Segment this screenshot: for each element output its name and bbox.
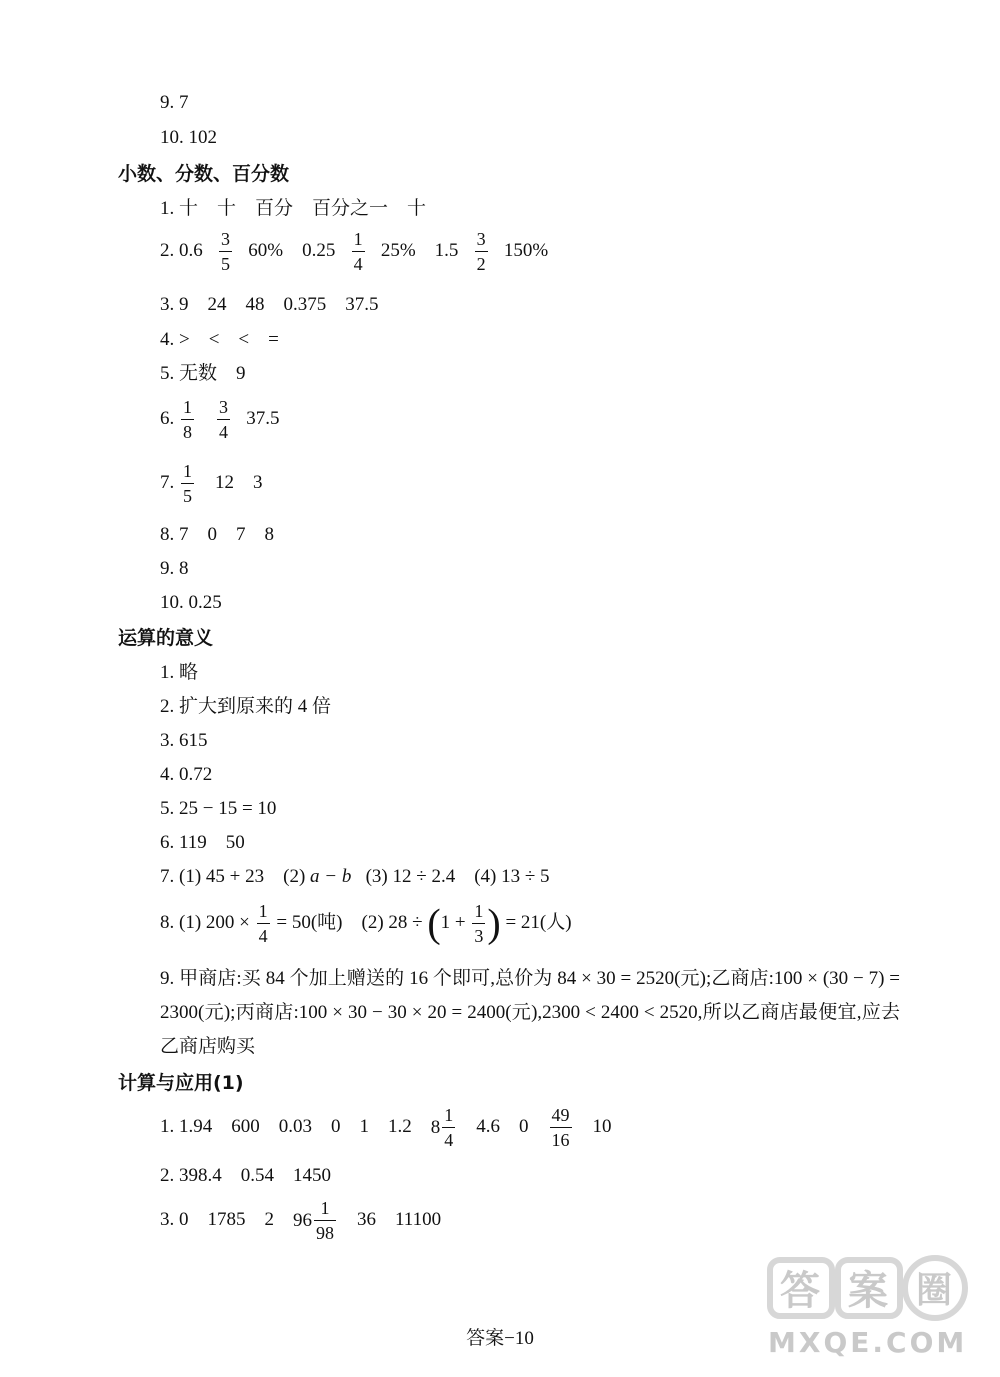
s2-answer-8: 8. (1) 200 × $\frac{1}{4}$ = 50(吨) (2) 28 ÷ (1 + $\frac{1}{3}$ ) = 21(人) [160, 900, 572, 946]
s1-answer-3: 3. 9 24 48 0.375 37.5 [160, 294, 379, 315]
fraction: $\frac{3}{4}$ [219, 397, 228, 442]
fraction: $\frac{1}{3}$ [474, 901, 484, 946]
s1-answer-4: 4. > < < = [160, 329, 279, 350]
svg-text:圈: 圈 [916, 1270, 953, 1311]
answer-10-prev: 10. 102 [160, 127, 217, 148]
s1-answer-8: 8. 7 0 7 8 [160, 524, 275, 545]
page-footer: 答案−10 [466, 1328, 534, 1349]
s3-answer-2: 2. 398.4 0.54 1450 [160, 1165, 332, 1186]
s2-answer-7: 7. (1) 45 + 23 (2) a − b (3) 12 ÷ 2.4 (4) 13 ÷ 5 [160, 866, 550, 887]
s3-answer-3: 3. 0 1785 2 96 $\frac{1}{98}$ 36 11100 [160, 1198, 442, 1243]
fraction: $\frac{1}{4}$ [353, 229, 363, 274]
svg-text:MXQE.COM: MXQE.COM [768, 1326, 968, 1359]
section-title-calculation-application: 计算与应用(1) [118, 1072, 244, 1094]
fraction: $\frac{1}{4}$ [258, 901, 268, 946]
fraction: $\frac{3}{2}$ [476, 229, 486, 274]
fraction: $\frac{3}{5}$ [221, 229, 230, 274]
mixed-number: 8 $\frac{1}{4}$ [430, 1105, 454, 1150]
svg-text:案: 案 [848, 1268, 888, 1314]
s1-answer-9: 9. 8 [160, 558, 189, 579]
fraction: $\frac{1}{5}$ [183, 461, 192, 506]
s1-answer-5: 5. 无数 9 [160, 363, 246, 384]
section-title-decimals-fractions: 小数、分数、百分数 [118, 163, 290, 185]
mixed-number: 96 $\frac{1}{98}$ [293, 1198, 335, 1243]
s3-answer-1: 1. 1.94 600 0.03 0 1 1.2 8 $\frac{1}{4}$ 4.6 0 $\frac{49}{16}$ 10 [160, 1105, 612, 1150]
s2-answer-6: 6. 119 50 [160, 832, 245, 853]
section-title-operations: 运算的意义 [118, 627, 214, 649]
fraction: $\frac{49}{16}$ [551, 1105, 570, 1150]
s1-answer-10: 10. 0.25 [160, 592, 222, 613]
watermark-logo [710, 1254, 980, 1359]
s2-answer-2: 2. 扩大到原来的 4 倍 [160, 696, 332, 717]
s2-answer-4: 4. 0.72 [160, 764, 213, 785]
svg-text:答: 答 [780, 1268, 820, 1314]
s2-answer-5: 5. 25 − 15 = 10 [160, 798, 277, 819]
s2-answer-3: 3. 615 [160, 730, 208, 751]
answer-9-prev: 9. 7 [160, 92, 189, 113]
s2-answer-1: 1. 略 [160, 662, 199, 683]
s1-answer-1: 1. 十 十 百分 百分之一 十 [160, 198, 427, 219]
s1-answer-7: 7. $\frac{1}{5}$ 12 3 [160, 461, 263, 506]
s2-answer-9: 9. 甲商店:买 84 个加上赠送的 16 个即可,总价为 84 × 30 = 2520(元);乙商店:100 × (30 − 7) = 2300(元);丙商店:100 × 30 − 30 × 20 = 2400(元),2300 < 2400 < 2520,所以乙商店最便宜,应去乙商店购买 [160, 968, 900, 1057]
s1-answer-6: 6. $\frac{1}{8}$ $\frac{3}{4}$ 37.5 [160, 397, 280, 442]
fraction: $\frac{1}{8}$ [183, 397, 192, 442]
s1-answer-2: 2. 0.6 $\frac{3}{5}$ 60% 0.25 $\frac{1}{4}$ 25% 1.5 $\frac{3}{2}$ 150% [160, 229, 549, 274]
